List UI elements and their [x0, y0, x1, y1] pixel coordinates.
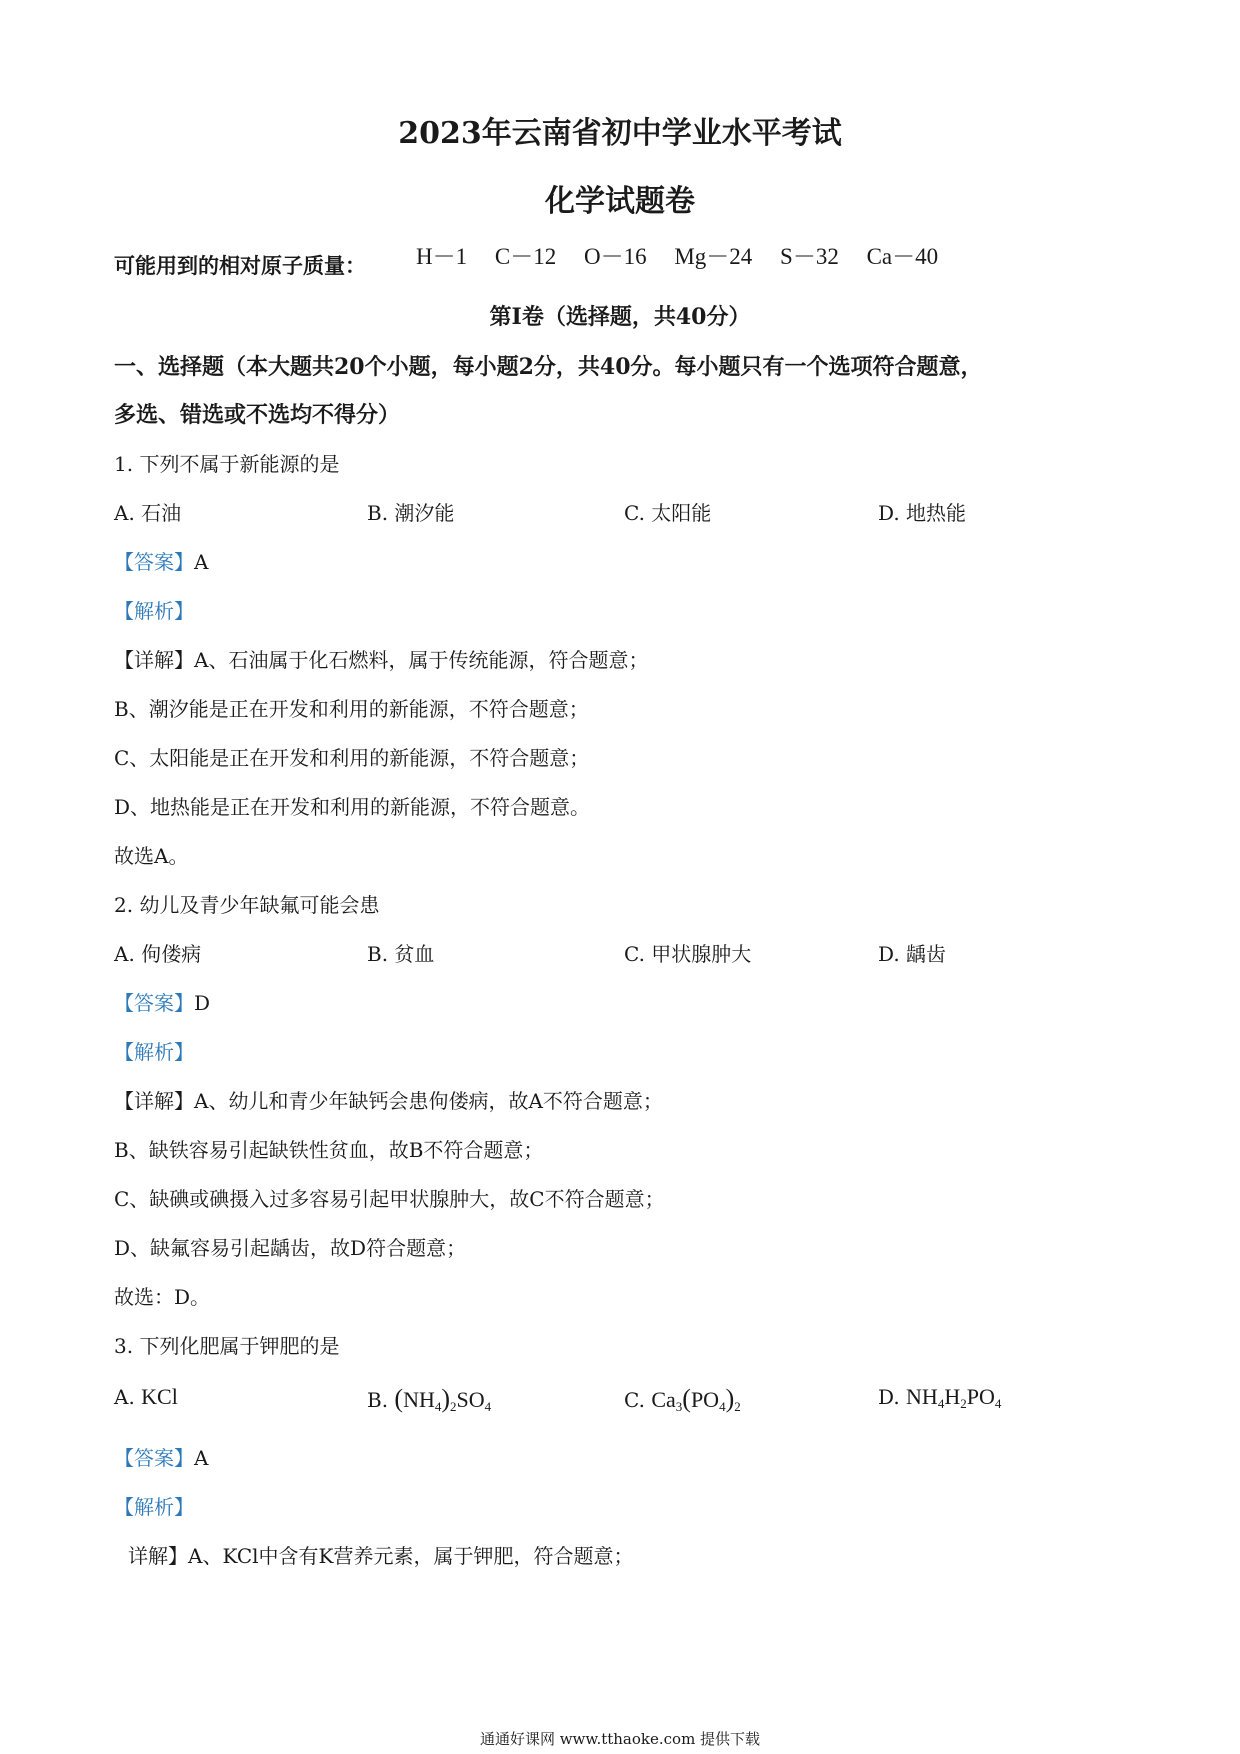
instructions-line-2: 多选、错选或不选均不得分）: [114, 402, 401, 428]
atomic-mass-list: [416, 238, 960, 271]
exam-title: 2023年云南省初中学业水平考试: [398, 116, 842, 151]
atomic-mass-item: Mg－24: [674, 244, 753, 269]
q1-detail-line: D、地热能是正在开发和利用的新能源，不符合题意。: [114, 795, 591, 819]
q1-detail-line: B、潮汐能是正在开发和利用的新能源，不符合题意；: [114, 697, 589, 721]
instructions-line-1: 一、选择题（本大题共20个小题，每小题2分，共40分。每小题只有一个选项符合题意，: [114, 354, 983, 380]
q2-option-c: C. 甲状腺肿大: [624, 942, 752, 966]
answer-tag: 【答案】: [114, 550, 194, 574]
option-letter: A.: [114, 1385, 135, 1409]
formula-ammonium-dihydrogen-phosphate: $NH_4H_2PO_4$: [906, 1384, 1002, 1411]
atomic-mass-item: C－12: [494, 244, 557, 269]
q1-answer: [114, 546, 208, 575]
q2-detail-line: C、缺碘或碘摄入过多容易引起甲状腺肿大，故C不符合题意；: [114, 1187, 665, 1211]
q1-conclusion: 故选A。: [114, 844, 189, 868]
q1-option-a: A. 石油: [114, 501, 182, 525]
q3-answer-value: A: [194, 1446, 209, 1470]
q3-option-b: [367, 1384, 491, 1415]
formula-calcium-phosphate: $Ca_3(PO_4)_2$: [651, 1384, 741, 1414]
q2-answer-value: D: [194, 991, 211, 1015]
atomic-mass-label: 可能用到的相对原子质量：: [114, 253, 366, 278]
q3-option-a: [114, 1384, 178, 1410]
atomic-mass-item: H－1: [416, 244, 468, 269]
q1-detail-line: 【详解】A、石油属于化石燃料，属于传统能源，符合题意；: [114, 648, 649, 672]
q2-detail-line: D、缺氟容易引起龋齿，故D符合题意；: [114, 1236, 467, 1260]
option-letter: B.: [367, 1388, 389, 1412]
q3-stem: 3. 下列化肥属于钾肥的是: [114, 1334, 340, 1358]
q2-conclusion: 故选：D。: [114, 1285, 211, 1309]
q1-analysis-tag: 【解析】: [114, 599, 194, 623]
q2-answer: [114, 987, 210, 1016]
formula-kcl: KCl: [141, 1384, 178, 1409]
atomic-mass-item: S－32: [780, 244, 839, 269]
q1-detail-line: C、太阳能是正在开发和利用的新能源，不符合题意；: [114, 746, 590, 770]
q1-option-b: B. 潮汐能: [367, 501, 455, 525]
q2-option-a: A. 佝偻病: [114, 942, 202, 966]
atomic-mass-item: O－16: [583, 244, 647, 269]
q3-option-c: [624, 1384, 741, 1415]
q3-analysis-tag: 【解析】: [114, 1495, 194, 1519]
q2-analysis-tag: 【解析】: [114, 1040, 194, 1064]
q2-detail-line: 【详解】A、幼儿和青少年缺钙会患佝偻病，故A不符合题意；: [114, 1089, 663, 1113]
atomic-mass-item: Ca－40: [866, 244, 939, 269]
q2-detail-line: B、缺铁容易引起缺铁性贫血，故B不符合题意；: [114, 1138, 544, 1162]
q1-option-d: D. 地热能: [878, 501, 967, 525]
q2-option-d: D. 龋齿: [878, 942, 947, 966]
answer-tag: 【答案】: [114, 991, 194, 1015]
q1-option-c: C. 太阳能: [624, 501, 712, 525]
q2-option-b: B. 贫血: [367, 942, 435, 966]
section-title: 第Ⅰ卷（选择题，共40分）: [489, 304, 751, 330]
q3-option-d: [878, 1384, 1001, 1412]
q3-answer: [114, 1442, 208, 1471]
q1-answer-value: A: [194, 550, 209, 574]
q2-stem: 2. 幼儿及青少年缺氟可能会患: [114, 893, 380, 917]
q1-stem: 1. 下列不属于新能源的是: [114, 452, 340, 476]
formula-ammonium-sulfate: $(NH_4)_2SO_4$: [394, 1384, 492, 1414]
answer-tag: 【答案】: [114, 1446, 194, 1470]
option-letter: D.: [878, 1385, 900, 1409]
page-footer: 通通好课网 www.tthaoke.com 提供下载: [479, 1730, 761, 1748]
exam-subtitle: 化学试题卷: [545, 184, 695, 219]
q3-detail-line: 详解】A、KCl中含有K营养元素，属于钾肥，符合题意；: [128, 1544, 634, 1568]
option-letter: C.: [624, 1388, 645, 1412]
